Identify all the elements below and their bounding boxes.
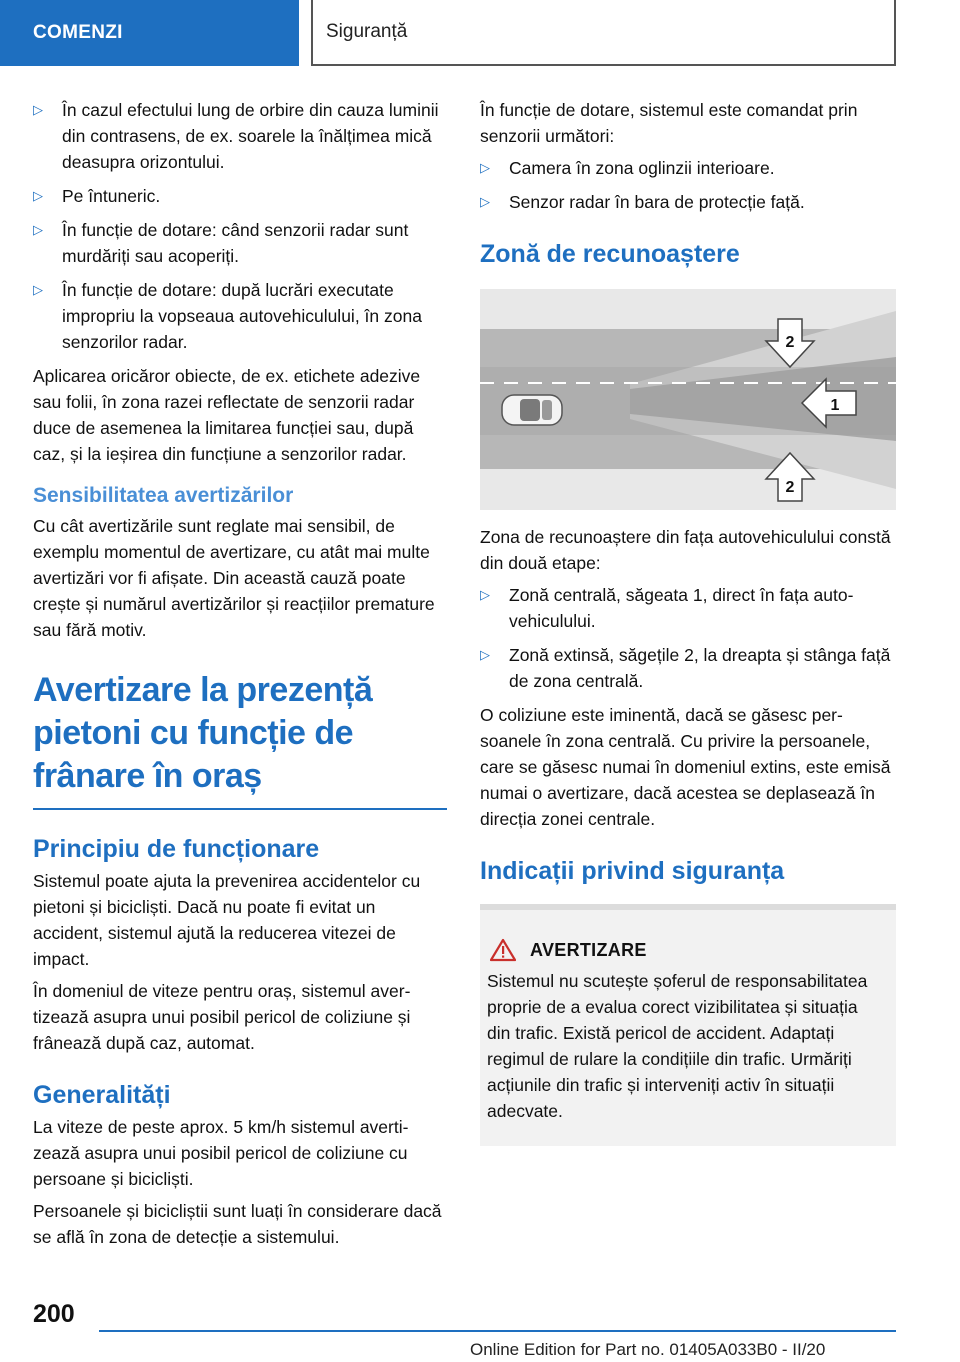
triangle-bullet-icon: ▷ xyxy=(33,222,43,237)
edition-note: Online Edition for Part no. 01405A033B0 - II/20 xyxy=(470,1340,826,1359)
svg-text:1: 1 xyxy=(830,397,840,414)
paragraph: În funcție de dotare, sistemul este comandat prin senzorii următori: xyxy=(480,100,858,146)
paragraph: Persoanele și bicicliștii sunt luați în considerare dacă se află în zona de detecție a sistemului. xyxy=(33,1201,442,1247)
paragraph: Sistemul poate ajuta la prevenirea accidentelor cu pietoni și bicicliști. Dacă nu poate fi evitat un accident, sistemul ajută la reducerea vitezei de impact. xyxy=(33,871,421,969)
triangle-bullet-icon: ▷ xyxy=(33,188,43,203)
warning-text: Sistemul nu scutește șoferul de responsabilitatea proprie de a evalua corect vizibilitatea și situația din trafic. Există pericol de accident. Adaptați regimul de rulare la condițiile din trafic. Urmăriți acțiunile din trafic și interveniți activ în situații adecvate. xyxy=(487,971,868,1121)
triangle-bullet-icon: ▷ xyxy=(480,587,490,602)
list-item: ▷ Camera în zona oglinzii interioare. xyxy=(480,155,896,181)
page-number: 200 xyxy=(33,1300,75,1328)
page-footer xyxy=(0,1290,960,1362)
detection-zone-diagram xyxy=(480,289,896,510)
triangle-bullet-icon: ▷ xyxy=(33,102,43,117)
heading-safety: Indicații privind siguranța xyxy=(480,857,785,885)
paragraph: La viteze de peste aprox. 5 km/h sistemul avertizează asupra unui posibil pericol de coliziune cu persoane și bicicliști. xyxy=(33,1117,409,1189)
triangle-bullet-icon: ▷ xyxy=(480,194,490,209)
paragraph: În domeniul de viteze pentru oraș, sistemul avertizează asupra unui posibil pericol de coliziune și frânează după caz, automat. xyxy=(33,981,411,1053)
section-tab: COMENZI xyxy=(0,0,299,66)
paragraph: Cu cât avertizările sunt reglate mai sensibil, de exemplu momentul de avertizare, cu atât mai multe avertizări vor fi afișate. Din această cauză poate crește și numărul avertizărilor și reacțiilor premature sau fără motiv. xyxy=(33,516,435,640)
list-item: ▷ Zonă centrală, săgeata 1, direct în fața autovehiculului. xyxy=(480,582,896,634)
paragraph: Aplicarea oricăror obiecte, de ex. etichete adezive sau folii, în zona razei reflectate de senzorii radar duce de asemenea la limitarea funcției sau, după caz, și la ieșirea din funcțiune a senzorilor radar. xyxy=(33,366,421,464)
list-item: ▷ Zonă extinsă, săgețile 2, la dreapta și stânga față de zona centrală. xyxy=(480,642,896,694)
list-item: ▷ Senzor radar în bara de protecție față. xyxy=(480,189,896,215)
zone-list xyxy=(480,582,896,694)
list-item: ▷ Pe întuneric. xyxy=(33,183,447,209)
right-column xyxy=(480,97,896,1146)
warning-box xyxy=(480,904,896,1146)
warning-title: AVERTIZARE xyxy=(530,939,647,960)
triangle-bullet-icon: ▷ xyxy=(480,160,490,175)
heading-detection-zone: Zonă de recunoaștere xyxy=(480,240,740,268)
svg-text:2: 2 xyxy=(785,334,795,351)
chapter-title: Siguranță xyxy=(311,0,896,66)
car-icon xyxy=(502,395,562,425)
warning-triangle-icon xyxy=(490,938,516,962)
paragraph: Zona de recunoaștere din fața autovehiculului constă din două etape: xyxy=(480,527,891,573)
triangle-bullet-icon: ▷ xyxy=(480,647,490,662)
list-item: ▷ În funcție de dotare: după lucrări executate impropriu la vopseaua autovehiculului, în zona senzorilor radar. xyxy=(33,277,447,355)
heading-principle: Principiu de funcționare xyxy=(33,835,320,863)
list-item: ▷ În funcție de dotare: când senzorii radar sunt murdăriți sau acoperiți. xyxy=(33,217,447,269)
list-item: ▷ În cazul efectului lung de orbire din cauza luminii din contrasens, de ex. soarele la înălțimea mică deasupra orizontului. xyxy=(33,97,447,175)
page-header xyxy=(0,0,960,66)
footer-divider xyxy=(99,1330,896,1332)
heading-general: Generalități xyxy=(33,1081,171,1109)
triangle-bullet-icon: ▷ xyxy=(33,282,43,297)
subheading-sensitivity: Sensibilitatea avertizărilor xyxy=(33,484,294,507)
left-column xyxy=(33,97,447,1256)
limitations-list xyxy=(33,97,447,355)
section-title: Avertizare la prezență pietoni cu funcție de frânare în oraș xyxy=(33,669,447,810)
svg-text:2: 2 xyxy=(785,479,795,496)
sensor-list xyxy=(480,155,896,215)
paragraph: O coliziune este iminentă, dacă se găsesc persoanele în zona centrală. Cu privire la persoanele, care se găsesc numai în domeniul extins, este emisă numai o avertizare, dacă acestea se deplasează în direcția zonei centrale. xyxy=(480,705,891,829)
